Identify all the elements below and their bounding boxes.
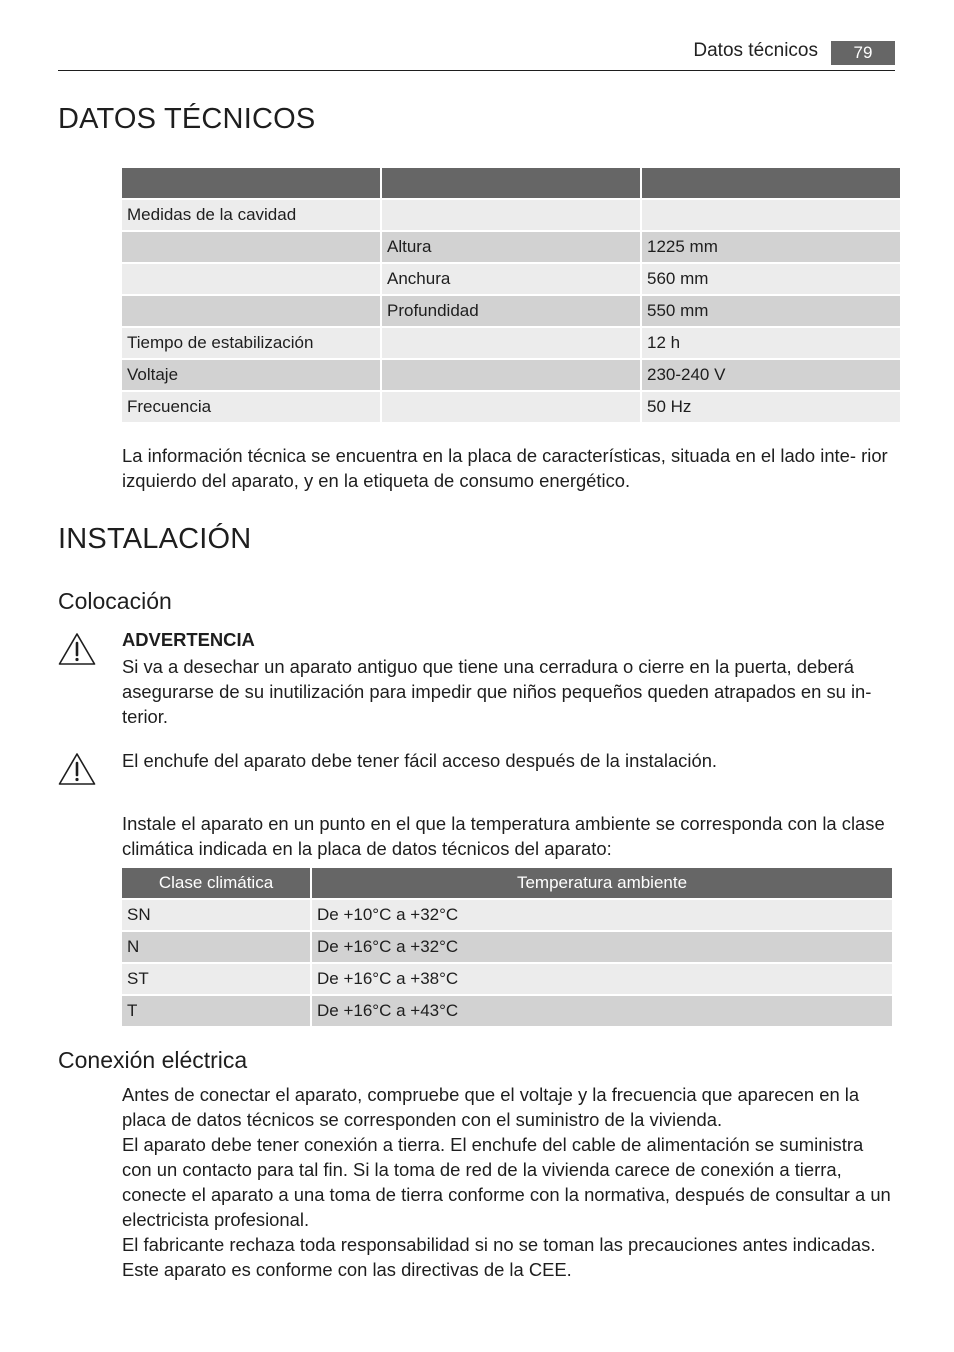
- table-cell: [382, 392, 640, 422]
- table-cell: 230-240 V: [642, 360, 900, 390]
- climate-class-header: Clase climática: [122, 868, 310, 898]
- table-row: [122, 232, 900, 262]
- electrical-paragraph: Este aparato es conforme con las directivas de la CEE.: [122, 1259, 572, 1280]
- table-row: [122, 200, 900, 230]
- table-cell: De +16°C a +32°C: [312, 932, 892, 962]
- tech-data-table: [120, 166, 902, 424]
- electrical-paragraph: El fabricante rechaza toda responsabilidad si no se toman las precauciones antes indicadas.: [122, 1234, 876, 1255]
- table-row: [122, 392, 900, 422]
- table-cell: Tiempo de estabilización: [122, 328, 380, 358]
- table-row: [122, 264, 900, 294]
- tech-table-header-cell: [122, 168, 380, 198]
- table-row: [122, 360, 900, 390]
- table-cell: De +10°C a +32°C: [312, 900, 892, 930]
- climate-table-header-row: [122, 868, 892, 898]
- table-cell: [122, 296, 380, 326]
- warning-triangle-icon: [58, 632, 96, 666]
- table-cell: Altura: [382, 232, 640, 262]
- warning-text: Si va a desechar un aparato antiguo que tiene una cerradura o cierre en la puerta, deberá asegurarse de su inutilización para impedir que niños pequeños queden atrapados en su in- terior.: [122, 656, 872, 727]
- table-cell: N: [122, 932, 310, 962]
- table-cell: 560 mm: [642, 264, 900, 294]
- table-cell: 550 mm: [642, 296, 900, 326]
- caution-text: El enchufe del aparato debe tener fácil acceso después de la instalación.: [122, 750, 718, 771]
- table-row: [122, 900, 892, 930]
- page-number: 79: [831, 41, 895, 65]
- ambient-temperature-header: Temperatura ambiente: [312, 868, 892, 898]
- table-cell: Profundidad: [382, 296, 640, 326]
- table-row: [122, 932, 892, 962]
- electrical-paragraph: El aparato debe tener conexión a tierra. El enchufe del cable de alimentación se suministra con un contacto para tal fin. Si la toma de red de la vivienda carece de conexión a tierra, conecte el aparato a una toma de tierra conforme con la normativa, después de consultar a un electricista profesional.: [122, 1134, 891, 1230]
- warning-title: ADVERTENCIA: [122, 629, 255, 650]
- climate-class-table: [120, 866, 894, 1028]
- tech-table-header-row: [122, 168, 900, 198]
- table-cell: [382, 200, 640, 230]
- tech-data-title: DATOS TÉCNICOS: [58, 103, 316, 135]
- table-cell: De +16°C a +43°C: [312, 996, 892, 1026]
- table-cell: De +16°C a +38°C: [312, 964, 892, 994]
- table-cell: Voltaje: [122, 360, 380, 390]
- table-cell: T: [122, 996, 310, 1026]
- table-cell: Medidas de la cavidad: [122, 200, 380, 230]
- placement-heading: Colocación: [58, 588, 172, 614]
- tech-table-header-cell: [642, 168, 900, 198]
- table-cell: Anchura: [382, 264, 640, 294]
- page-header: [58, 38, 895, 71]
- tech-info-note: La información técnica se encuentra en la placa de características, situada en el lado inte- rior izquierdo del aparato, y en la etiqueta de consumo energético.: [122, 445, 888, 491]
- table-cell: 1225 mm: [642, 232, 900, 262]
- caution-triangle-icon: [58, 752, 96, 786]
- table-cell: [122, 232, 380, 262]
- table-row: [122, 964, 892, 994]
- table-cell: [382, 328, 640, 358]
- table-row: [122, 328, 900, 358]
- electrical-paragraph: Antes de conectar el aparato, compruebe que el voltaje y la frecuencia que aparecen en la placa de datos técnicos se corresponden con el suministro de la vivienda.: [122, 1084, 860, 1130]
- table-cell: [122, 264, 380, 294]
- table-cell: [382, 360, 640, 390]
- tech-table-header-cell: [382, 168, 640, 198]
- header-section-title: Datos técnicos: [693, 40, 818, 61]
- electrical-connection-heading: Conexión eléctrica: [58, 1047, 248, 1073]
- table-cell: [642, 200, 900, 230]
- table-cell: 50 Hz: [642, 392, 900, 422]
- climate-intro: Instale el aparato en un punto en el que la temperatura ambiente se corresponda con la clase climática indicada en la placa de datos técnicos del aparato:: [122, 813, 885, 859]
- table-cell: 12 h: [642, 328, 900, 358]
- installation-title: INSTALACIÓN: [58, 523, 252, 555]
- table-row: [122, 296, 900, 326]
- table-cell: Frecuencia: [122, 392, 380, 422]
- table-cell: SN: [122, 900, 310, 930]
- table-cell: ST: [122, 964, 310, 994]
- table-row: [122, 996, 892, 1026]
